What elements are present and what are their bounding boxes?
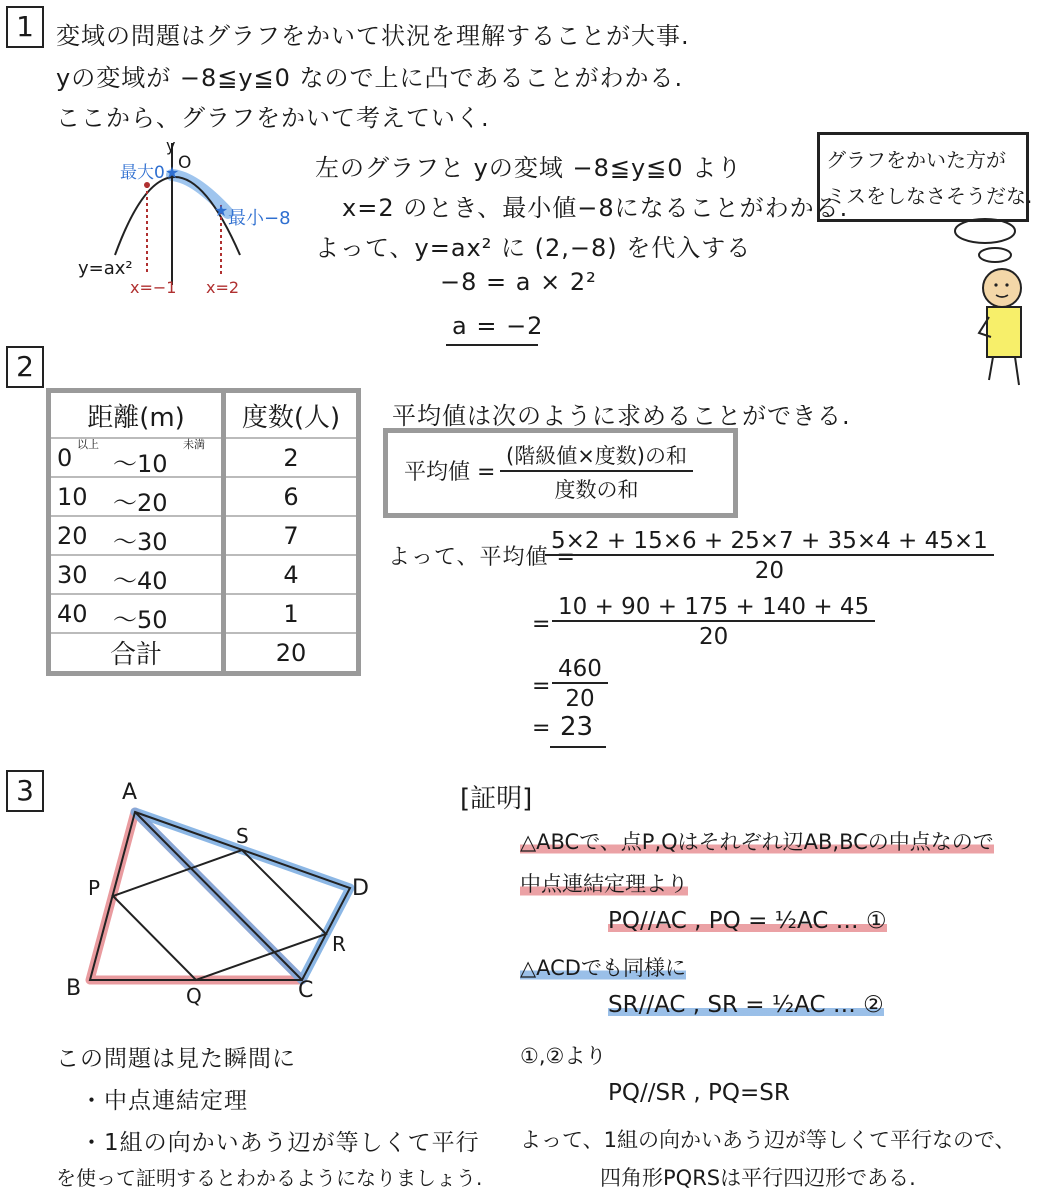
- s1-intro-line-2: yの変域が −8≦y≦0 なので上に凸であることがわかる.: [56, 64, 684, 92]
- graph-max-label: 最大0: [120, 163, 165, 183]
- header-frequency: 度数(人): [224, 393, 357, 438]
- class-to: 〜40: [113, 566, 168, 595]
- proof-line-5: SR//AC , SR = ½AC … ②: [608, 992, 884, 1018]
- proof-line-1: △ABCで、点P,Qはそれぞれ辺AB,BCの中点なので: [520, 826, 994, 856]
- s3-note-line-1: この問題は見た瞬間に: [56, 1046, 296, 1072]
- person-body: [987, 307, 1021, 357]
- s1-intro-line-3: ここから、グラフをかいて考えていく.: [56, 104, 490, 132]
- formula-label: 平均値 =: [404, 460, 496, 485]
- proof-line-8: よって、1組の向かいあう辺が等しくて平行なので、: [520, 1128, 1016, 1152]
- s3-note-line-3: ・1組の向かいあう辺が等しくて平行: [80, 1130, 480, 1156]
- graph-min-label: 最小−8: [228, 208, 291, 229]
- s1-solution-line-4: −8 = a × 2²: [440, 268, 597, 296]
- graph-x2-label: x=2: [206, 278, 240, 297]
- table-row: [51, 516, 356, 555]
- table-row: [51, 594, 356, 633]
- table-row: [51, 438, 356, 477]
- proof-line-7: PQ//SR , PQ=SR: [608, 1080, 790, 1106]
- table-row: [51, 555, 356, 594]
- class-to: 〜20: [113, 488, 168, 517]
- proof-line-2: 中点連結定理より: [520, 868, 688, 898]
- thought-dot-2: [979, 248, 1011, 262]
- graph-curve-label: y=ax²: [78, 258, 133, 279]
- s3-note-line-2: ・中点連結定理: [80, 1088, 248, 1114]
- class-count: 4: [224, 555, 357, 594]
- graph-x1-label: x=−1: [130, 278, 177, 297]
- s1-answer: a = −2: [452, 312, 544, 340]
- calc-eq-2: =: [532, 612, 551, 637]
- calc-fraction-2: $\frac{10 + 90 + 175 + 140 + 45}{20}$: [552, 594, 875, 650]
- formula-numerator: (階級値×度数)の和: [506, 444, 687, 468]
- vertex-Q: Q: [186, 984, 202, 1008]
- calc-fraction-1: $\frac{5\times 2 + 15\times 6 + 25\times 7 + 35\times 4 + 45\times 1}{20}$: [545, 528, 994, 584]
- thinking-person-illustration: [945, 215, 1055, 390]
- total-label: 合計: [109, 640, 162, 670]
- s1-intro-line-1: 変域の問題はグラフをかいて状況を理解することが大事.: [56, 22, 690, 50]
- thought-line-1: グラフをかいた方が: [826, 148, 1006, 172]
- calc-fraction-3: $\frac{460}{20}$: [552, 656, 608, 712]
- graph-y-label: y: [166, 136, 176, 155]
- section-3-number: 3: [6, 770, 44, 812]
- class-count: 1: [224, 594, 357, 633]
- proof-line-4: △ACDでも同様に: [520, 952, 686, 982]
- vertex-D: D: [352, 876, 369, 901]
- vertex-P: P: [88, 876, 101, 900]
- class-from: 30: [57, 560, 88, 589]
- proof-title: [証明]: [460, 784, 533, 814]
- class-count: 7: [224, 516, 357, 555]
- section-1-number: 1: [6, 6, 44, 48]
- formula-denominator: 度数の和: [500, 470, 693, 504]
- graph-origin-label: O: [178, 153, 192, 173]
- header-distance: 距離(m): [51, 393, 224, 438]
- ijo-label: 以上: [77, 438, 99, 451]
- vertex-S: S: [236, 824, 249, 848]
- calc-eq-4: =: [532, 716, 551, 741]
- table-row: [51, 477, 356, 516]
- vertex-R: R: [332, 932, 346, 956]
- quadrilateral-diagram: [80, 790, 380, 1010]
- calc-prefix: よって、平均値 =: [388, 545, 576, 570]
- thought-dot-1: [955, 219, 1015, 243]
- thought-line-2: ミスをしなさそうだな.: [826, 184, 1033, 208]
- proof-line-6: ①,②より: [520, 1044, 607, 1068]
- vertex-C: C: [298, 978, 314, 1003]
- class-count: 6: [224, 477, 357, 516]
- total-value: 20: [224, 633, 357, 671]
- formula-fraction: [500, 440, 693, 504]
- miman-label: 未満: [183, 438, 205, 451]
- answer-underline: [446, 344, 538, 346]
- result-underline: [550, 746, 606, 748]
- s3-note-line-4: を使って証明するとわかるようになりましょう.: [56, 1166, 483, 1190]
- min-star: ★: [213, 201, 229, 220]
- person-head: [983, 269, 1021, 307]
- s1-solution-line-1: 左のグラフと yの変域 −8≦y≦0 より: [315, 154, 743, 182]
- person-legs: [989, 357, 1019, 385]
- s1-solution-line-2: x=2 のとき、最小値−8になることがわかる.: [342, 194, 849, 222]
- vertex-B: B: [66, 976, 82, 1001]
- frequency-table: [51, 393, 356, 671]
- vertex-A: A: [122, 780, 138, 805]
- proof-line-3: PQ//AC , PQ = ½AC … ①: [608, 908, 887, 934]
- max-star: ★: [164, 163, 180, 182]
- proof-line-9: 四角形PQRSは平行四辺形である.: [600, 1166, 916, 1190]
- class-to: 〜30: [113, 527, 168, 556]
- calc-eq-3: =: [532, 674, 551, 699]
- class-to: 〜50: [113, 605, 168, 634]
- s2-lead: 平均値は次のように求めることができる.: [392, 402, 851, 430]
- table-header-row: [51, 393, 356, 438]
- class-from: 0: [57, 443, 73, 472]
- section-2-number: 2: [6, 346, 44, 388]
- class-to: 〜10: [113, 449, 168, 478]
- class-from: 40: [57, 599, 88, 628]
- class-count: 2: [224, 438, 357, 477]
- class-from: 10: [57, 482, 88, 511]
- frequency-table-frame: [46, 388, 361, 676]
- class-from: 20: [57, 521, 88, 550]
- s1-solution-line-3: よって、y=ax² に (2,−8) を代入する: [315, 234, 752, 262]
- table-total-row: [51, 633, 356, 671]
- calc-result: 23: [560, 712, 594, 742]
